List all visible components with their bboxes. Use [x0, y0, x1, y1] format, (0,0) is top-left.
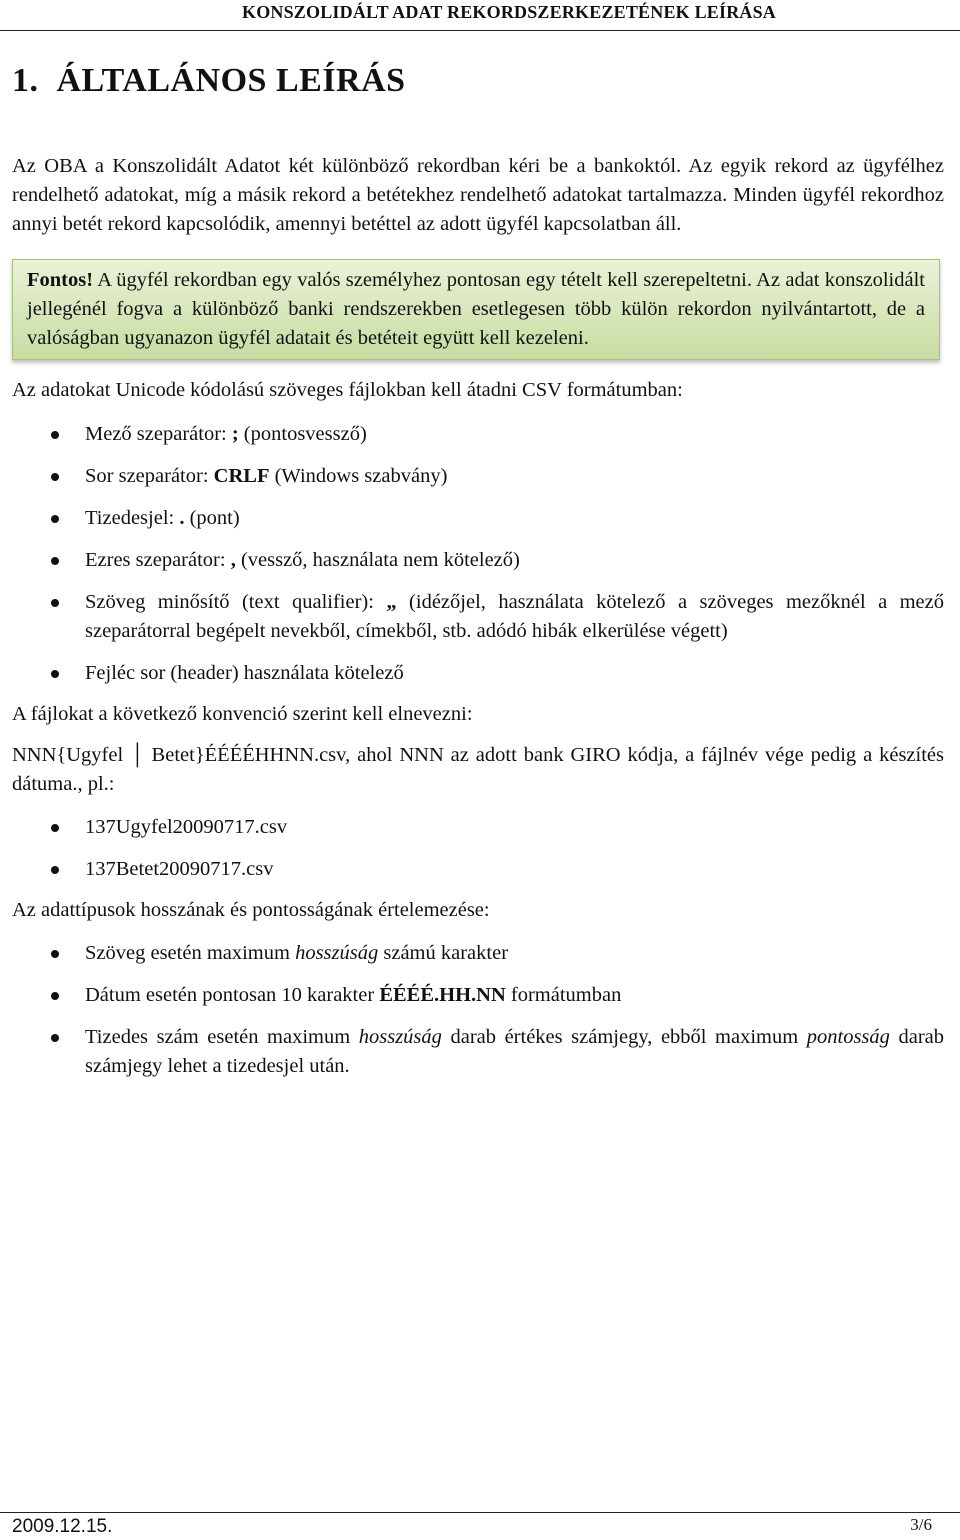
bullet-icon [51, 824, 59, 832]
types-intro: Az adattípusok hosszának és pontosságának értelemezése: [12, 899, 490, 921]
important-callout [12, 259, 940, 360]
intro-paragraph: Az OBA a Konszolidált Adatot két különböző rekordban kéri be a bankoktól. Az egyik rekord az ügyfélhez rendelhető adatokat, míg a másik rekord a betétekhez rendelhető adatokat tartalmazza. Minden ügyfél rekordhoz annyi betét rekord kapcsolódik, amennyi betéttel az adott ügyfél kapcsolatban áll. [12, 155, 944, 235]
section-heading [12, 62, 944, 100]
section-number: 1. [12, 62, 39, 99]
list-item: 137Betet20090717.csv [12, 855, 944, 884]
section-title: ÁLTALÁNOS LEÍRÁS [56, 62, 406, 99]
list-item: Mező szeparátor: ; (pontosvessző) [12, 420, 944, 449]
list-item: Sor szeparátor: CRLF (Windows szabvány) [12, 462, 944, 491]
list-item: Szöveg esetén maximum hosszúság számú karakter [12, 939, 944, 968]
callout-text: A ügyfél rekordban egy valós személyhez pontosan egy tételt kell szerepeltetni. Az adat konszolidált jellegénél fogva a különböző banki rendszerekben esetlegesen több külön rekordon nyilvántartott, de a valóságban ugyanazon ügyfél adatait és betéteit együtt kell kezeleni. [27, 269, 925, 349]
list-item: Fejléc sor (header) használata kötelező [12, 659, 944, 688]
bullet-icon [51, 1034, 59, 1042]
bullet-icon [51, 515, 59, 523]
examples-list [12, 813, 944, 884]
bullet-icon [51, 599, 59, 607]
list-item: Ezres szeparátor: , (vessző, használata nem kötelező) [12, 546, 944, 575]
naming-rule: NNN{Ugyfel │ Betet}ÉÉÉÉHHNN.csv, ahol NNN az adott bank GIRO kódja, a fájlnév vége pedig a készítés dátuma., pl.: [12, 744, 944, 795]
list-item: Dátum esetén pontosan 10 karakter ÉÉÉÉ.HH.NN formátumban [12, 981, 944, 1010]
bullet-icon [51, 992, 59, 1000]
list-item: Tizedesjel: . (pont) [12, 504, 944, 533]
list-item: 137Ugyfel20090717.csv [12, 813, 944, 842]
types-list [12, 939, 944, 1081]
list-item: Tizedes szám esetén maximum hosszúság darab értékes számjegy, ebből maximum pontosság darab számjegy lehet a tizedesjel után. [12, 1023, 944, 1081]
callout-paragraph [27, 266, 925, 353]
bullet-icon [51, 431, 59, 439]
bullet-icon [51, 473, 59, 481]
document-title: KONSZOLIDÁLT ADAT REKORDSZERKEZETÉNEK LEÍRÁSA [242, 2, 776, 22]
page-header [0, 0, 960, 31]
page-content [12, 62, 944, 1081]
bullet-icon [51, 950, 59, 958]
page-footer [0, 1512, 960, 1540]
footer-date: 2009.12.15. [12, 1516, 113, 1537]
naming-intro: A fájlokat a következő konvenció szerint kell elnevezni: [12, 703, 473, 725]
bullet-icon [51, 670, 59, 678]
bullet-icon [51, 866, 59, 874]
bullet-icon [51, 557, 59, 565]
page-number: 3/6 [910, 1515, 932, 1534]
list-item: Szöveg minősítő (text qualifier): „ (idézőjel, használata kötelező a szöveges mezőknél a mező szeparátorral begépelt nevekből, címekből, stb. adódó hibák elkerülése végett) [12, 588, 944, 646]
csv-intro: Az adatokat Unicode kódolású szöveges fájlokban kell átadni CSV formátumban: [12, 379, 683, 401]
csv-rules-list [12, 420, 944, 688]
callout-label: Fontos! [27, 269, 94, 291]
